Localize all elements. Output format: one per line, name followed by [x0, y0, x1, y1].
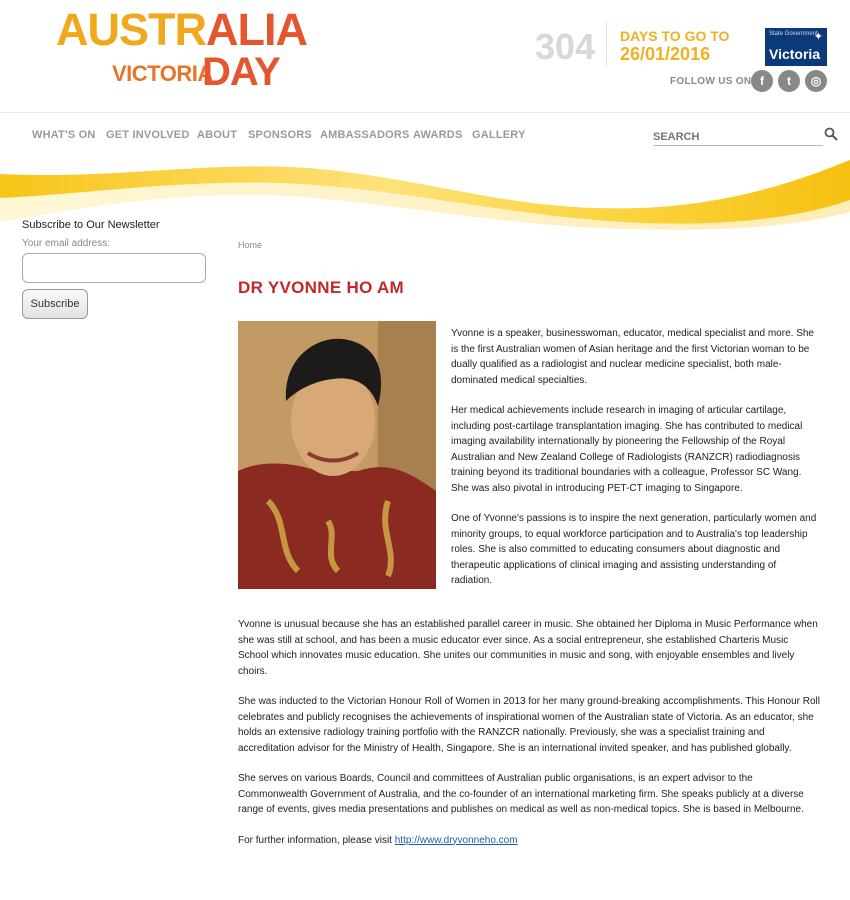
instagram-icon[interactable]: ◎ [805, 70, 827, 92]
nav-gallery[interactable]: GALLERY [472, 129, 526, 141]
nav-about[interactable]: ABOUT [197, 129, 238, 141]
site-header [0, 0, 850, 110]
nav-awards[interactable]: AWARDS [413, 129, 463, 141]
australia-day-logo[interactable]: AUSTRALIA VICTORIA DAY [56, 4, 307, 94]
nav-ambassadors[interactable]: AMBASSADORS [320, 129, 410, 141]
email-label: Your email address: [22, 238, 111, 249]
bio-paragraph: Yvonne is unusual because she has an established parallel career in music. She obtained her Diploma in Music Performance when she was still at school, and has been a music educator ever since. As a social entrepreneur, she established Charteris Music School which innovates music education. She unites our communities in music and song, with enjoyable ensembles and lively choirs. [238, 619, 818, 677]
bio-continued [238, 617, 820, 863]
search-field [653, 127, 823, 146]
bio-paragraph: She was inducted to the Victorian Honour Roll of Women in 2013 for her many ground-breaking accomplishments. This Honour Roll celebrates and publicly recognises the achievements of inspirational women of the Australian state of Victoria. As an educator, she holds an extensive radiology training portfolio with the RANZCR nationally. Previously, she was a specialist training and accreditation advisor for the Ministry of Health, Singapore. She is an international invited speaker, and has published globally. [238, 696, 820, 754]
newsletter-widget [22, 219, 212, 319]
more-info [238, 833, 820, 849]
bio-paragraph: Yvonne is a speaker, businesswoman, educator, medical specialist and more. She is the first Australian women of Asian heritage and the first Victorian woman to be dually qualified as a radiologist and nuclear medicine specialist, both male-dominated medical specialties. [451, 328, 814, 386]
nav-get-involved[interactable]: GET INVOLVED [106, 129, 190, 141]
email-field[interactable] [22, 253, 206, 283]
countdown-date: 26/01/2016 [620, 44, 711, 64]
main-content [238, 240, 820, 846]
page-title: DR YVONNE HO AM [238, 278, 405, 297]
follow-us-label: FOLLOW US ON [670, 76, 752, 87]
more-info-text: For further information, please visit [238, 834, 392, 846]
bio-intro [451, 326, 820, 604]
search-icon[interactable] [824, 127, 838, 141]
bio-paragraph: One of Yvonne's passions is to inspire the next generation, particularly women and minority groups, to equal workforce participation and to Australia's top leadership roles. She is also committed to educating consumers about diagnostic and therapeutic applications of clinical imaging and assisting understanding of radiation. [451, 513, 817, 586]
twitter-icon[interactable]: t [778, 70, 800, 92]
facebook-icon[interactable]: f [751, 70, 773, 92]
subscribe-button[interactable]: Subscribe [22, 289, 88, 319]
countdown-number: 304 [535, 26, 596, 67]
countdown-divider [606, 22, 607, 66]
profile-photo [238, 321, 436, 589]
newsletter-title: Subscribe to Our Newsletter [22, 219, 160, 231]
nav-whats-on[interactable]: WHAT'S ON [32, 129, 96, 141]
southern-cross-icon: ✦ [813, 31, 823, 43]
countdown-label: DAYS TO GO TO [620, 28, 730, 44]
bio-paragraph: She serves on various Boards, Council and committees of Australian public organisations, is an expert advisor to the Commonwealth Government of Australia, and the co-founder of an international marketing firm. She speaks publicly at a diverse range of events, gives media presentations and publishes on medical as well as non-medical topics. She is based in Melbourne. [238, 773, 804, 815]
nav-sponsors[interactable]: SPONSORS [248, 129, 312, 141]
victoria-government-logo[interactable]: State Government Victoria ✦ [765, 28, 827, 66]
breadcrumb[interactable]: Home [238, 240, 263, 250]
bio-paragraph: Her medical achievements include research in imaging of articular cartilage, including post-cartilage transplantation imaging. She has contributed to medical imaging availability internationally by pioneering the Fellowship of the Royal Australian and New Zealand College of Radiologists (RANZCR) radiodiagnosis training beyond its traditional boundaries with a colleague, Professor SC Wang. She was also pivotal in introducing PET-CT imaging to Singapore. [451, 405, 803, 494]
website-link[interactable]: http://www.dryvonneho.com [394, 834, 518, 846]
search-input[interactable] [653, 131, 803, 143]
